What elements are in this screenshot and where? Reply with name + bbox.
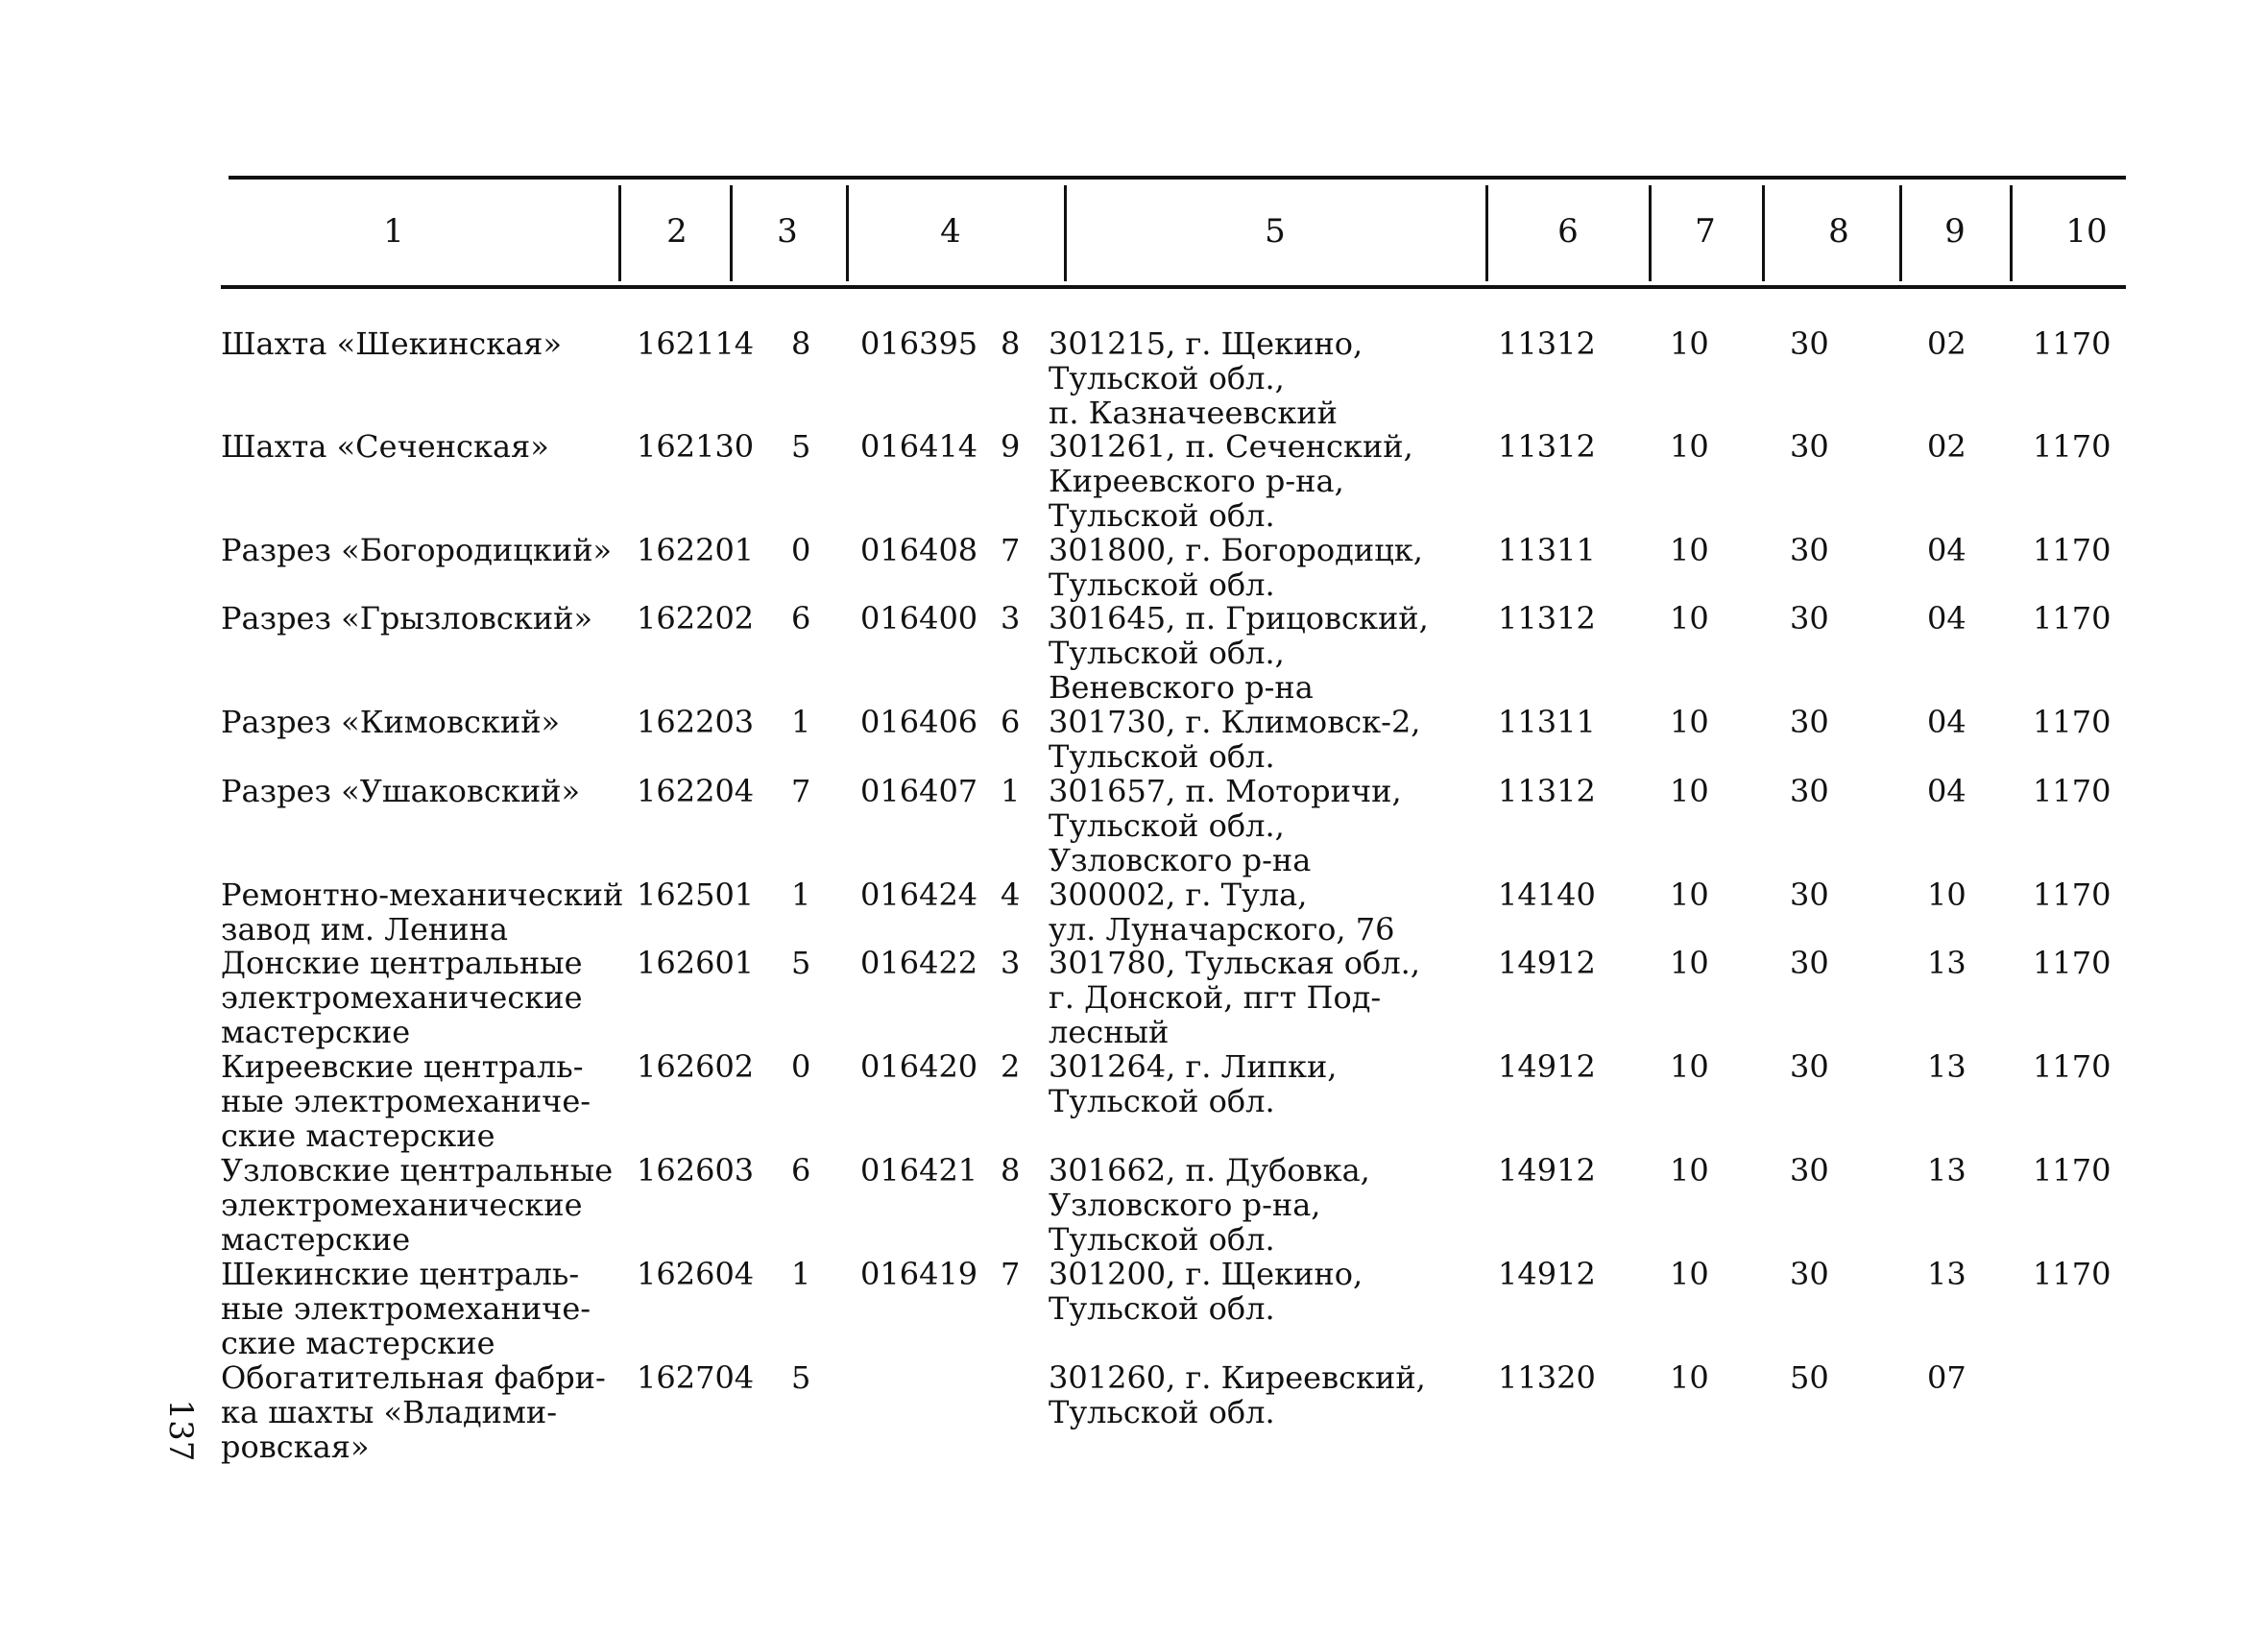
row-col8: 30: [1790, 428, 1829, 465]
row-col8: 30: [1790, 325, 1829, 362]
row-col7: 10: [1670, 877, 1709, 913]
row-col7: 10: [1670, 532, 1709, 568]
row-col8: 30: [1790, 1152, 1829, 1189]
header-col-2: 2: [666, 212, 688, 251]
row-okpo-check: 3: [1001, 945, 1021, 981]
row-code: 162130: [637, 428, 755, 465]
header-separator: [1762, 185, 1765, 281]
header-separator: [730, 185, 733, 281]
row-okpo: 016395: [860, 325, 978, 362]
row-address: 301260, г. Киреевский, Тульской обл.: [1049, 1359, 1426, 1430]
row-col10: 1170: [2033, 704, 2111, 740]
row-name: Киреевские централь- ные электромеханиче- ские мастерские: [221, 1048, 591, 1154]
header-separator: [1899, 185, 1902, 281]
row-col9: 04: [1927, 773, 1966, 809]
row-col9: 04: [1927, 532, 1966, 568]
row-col7: 10: [1670, 1048, 1709, 1085]
row-col8: 30: [1790, 1256, 1829, 1292]
row-col7: 10: [1670, 428, 1709, 465]
row-col8: 30: [1790, 945, 1829, 981]
row-name: Шекинские централь- ные электромеханиче- ские мастерские: [221, 1256, 591, 1361]
row-col6: 11320: [1498, 1359, 1596, 1396]
row-okpo: 016422: [860, 945, 978, 981]
row-address: 301261, п. Сеченский, Киреевского р-на, Тульской обл.: [1049, 428, 1413, 534]
row-okpo: 016419: [860, 1256, 978, 1292]
row-col7: 10: [1670, 704, 1709, 740]
row-col8: 30: [1790, 600, 1829, 636]
row-col6: 11312: [1498, 773, 1596, 809]
row-name: Разрез «Богородицкий»: [221, 532, 613, 568]
row-okpo: 016406: [860, 704, 978, 740]
row-col6: 11311: [1498, 704, 1596, 740]
row-okpo: 016420: [860, 1048, 978, 1085]
row-name: Ремонтно-механический завод им. Ленина: [221, 877, 624, 948]
row-col7: 10: [1670, 325, 1709, 362]
row-code: 162602: [637, 1048, 755, 1085]
header-col-4: 4: [940, 212, 961, 251]
row-col6: 11311: [1498, 532, 1596, 568]
row-col7: 10: [1670, 1256, 1709, 1292]
row-col10: 1170: [2033, 1256, 2111, 1292]
row-col6: 14912: [1498, 945, 1596, 981]
row-col8: 50: [1790, 1359, 1829, 1396]
row-address: 301657, п. Моторичи, Тульской обл., Узловского р-на: [1049, 773, 1402, 878]
row-okpo-check: 9: [1001, 428, 1021, 465]
row-code: 162601: [637, 945, 755, 981]
header-separator: [1485, 185, 1488, 281]
row-code: 162114: [637, 325, 755, 362]
header-separator: [2010, 185, 2013, 281]
row-col8: 30: [1790, 532, 1829, 568]
row-okpo: 016400: [860, 600, 978, 636]
row-name: Шахта «Сеченская»: [221, 428, 549, 465]
row-address: 301800, г. Богородицк, Тульской обл.: [1049, 532, 1423, 603]
row-col10: 1170: [2033, 600, 2111, 636]
row-name: Узловские центральные электромеханические мастерские: [221, 1152, 614, 1258]
header-col-10: 10: [2065, 212, 2108, 251]
row-okpo: 016407: [860, 773, 978, 809]
row-col9: 02: [1927, 428, 1966, 465]
row-col8: 30: [1790, 704, 1829, 740]
row-col10: 1170: [2033, 945, 2111, 981]
header-col-6: 6: [1557, 212, 1579, 251]
row-check: 6: [791, 600, 811, 636]
row-check: 8: [791, 325, 811, 362]
row-col9: 04: [1927, 704, 1966, 740]
row-code: 162604: [637, 1256, 755, 1292]
row-okpo-check: 2: [1001, 1048, 1021, 1085]
row-col10: 1170: [2033, 877, 2111, 913]
row-col8: 30: [1790, 773, 1829, 809]
row-okpo: 016414: [860, 428, 978, 465]
row-code: 162203: [637, 704, 755, 740]
row-address: 301264, г. Липки, Тульской обл.: [1049, 1048, 1338, 1119]
row-address: 301662, п. Дубовка, Узловского р-на, Тульской обл.: [1049, 1152, 1370, 1258]
row-col6: 11312: [1498, 428, 1596, 465]
row-okpo: 016408: [860, 532, 978, 568]
row-code: 162201: [637, 532, 755, 568]
row-col9: 13: [1927, 1152, 1966, 1189]
row-col10: 1170: [2033, 532, 2111, 568]
row-code: 162704: [637, 1359, 755, 1396]
row-address: 301200, г. Щекино, Тульской обл.: [1049, 1256, 1363, 1327]
row-code: 162202: [637, 600, 755, 636]
row-check: 1: [791, 704, 811, 740]
row-check: 0: [791, 532, 811, 568]
row-name: Разрез «Ушаковский»: [221, 773, 581, 809]
row-name: Разрез «Грызловский»: [221, 600, 593, 636]
row-col10: 1170: [2033, 428, 2111, 465]
header-col-3: 3: [777, 212, 798, 251]
row-col7: 10: [1670, 945, 1709, 981]
row-check: 6: [791, 1152, 811, 1189]
row-name: Донские центральные электромеханические мастерские: [221, 945, 583, 1050]
row-check: 1: [791, 1256, 811, 1292]
row-check: 5: [791, 428, 811, 465]
row-col9: 13: [1927, 1048, 1966, 1085]
row-col8: 30: [1790, 877, 1829, 913]
row-check: 1: [791, 877, 811, 913]
row-col6: 11312: [1498, 600, 1596, 636]
row-col8: 30: [1790, 1048, 1829, 1085]
row-col9: 13: [1927, 945, 1966, 981]
row-okpo: 016424: [860, 877, 978, 913]
row-okpo-check: 4: [1001, 877, 1021, 913]
row-okpo-check: 8: [1001, 325, 1021, 362]
row-col9: 10: [1927, 877, 1966, 913]
page-number: 137: [161, 1399, 200, 1462]
row-okpo-check: 7: [1001, 532, 1021, 568]
row-code: 162603: [637, 1152, 755, 1189]
row-code: 162204: [637, 773, 755, 809]
row-col9: 04: [1927, 600, 1966, 636]
row-okpo-check: 3: [1001, 600, 1021, 636]
row-okpo-check: 7: [1001, 1256, 1021, 1292]
row-col9: 07: [1927, 1359, 1966, 1396]
row-name: Шахта «Шекинская»: [221, 325, 563, 362]
row-name: Обогатительная фабри- ка шахты «Владими- ровская»: [221, 1359, 606, 1465]
header-col-1: 1: [383, 212, 404, 251]
row-col6: 14912: [1498, 1152, 1596, 1189]
row-col10: 1170: [2033, 1152, 2111, 1189]
row-col6: 14912: [1498, 1256, 1596, 1292]
row-check: 0: [791, 1048, 811, 1085]
row-col6: 14912: [1498, 1048, 1596, 1085]
row-name: Разрез «Кимовский»: [221, 704, 561, 740]
row-okpo: 016421: [860, 1152, 978, 1189]
row-address: 300002, г. Тула, ул. Луначарского, 76: [1049, 877, 1395, 948]
row-okpo-check: 1: [1001, 773, 1021, 809]
header-col-9: 9: [1944, 212, 1966, 251]
row-okpo-check: 8: [1001, 1152, 1021, 1189]
header-separator: [1649, 185, 1652, 281]
row-address: 301645, п. Грицовский, Тульской обл., Веневского р-на: [1049, 600, 1429, 706]
row-col9: 13: [1927, 1256, 1966, 1292]
row-address: 301730, г. Климовск-2, Тульской обл.: [1049, 704, 1421, 775]
header-col-7: 7: [1695, 212, 1716, 251]
header-col-5: 5: [1265, 212, 1286, 251]
row-address: 301215, г. Щекино, Тульской обл., п. Казначеевский: [1049, 325, 1363, 431]
row-col7: 10: [1670, 1152, 1709, 1189]
row-col7: 10: [1670, 1359, 1709, 1396]
row-col7: 10: [1670, 773, 1709, 809]
row-col6: 11312: [1498, 325, 1596, 362]
row-check: 5: [791, 1359, 811, 1396]
header-col-8: 8: [1828, 212, 1849, 251]
row-col6: 14140: [1498, 877, 1596, 913]
row-code: 162501: [637, 877, 755, 913]
row-col10: 1170: [2033, 1048, 2111, 1085]
row-col9: 02: [1927, 325, 1966, 362]
row-check: 7: [791, 773, 811, 809]
row-address: 301780, Тульская обл., г. Донской, пгт Под- лесный: [1049, 945, 1420, 1050]
row-col10: 1170: [2033, 325, 2111, 362]
table-header-rule: [221, 285, 2126, 289]
row-check: 5: [791, 945, 811, 981]
header-separator: [846, 185, 849, 281]
header-separator: [1064, 185, 1067, 281]
row-col7: 10: [1670, 600, 1709, 636]
header-separator: [618, 185, 621, 281]
table-top-rule: [229, 176, 2126, 180]
row-col10: 1170: [2033, 773, 2111, 809]
row-okpo-check: 6: [1001, 704, 1021, 740]
